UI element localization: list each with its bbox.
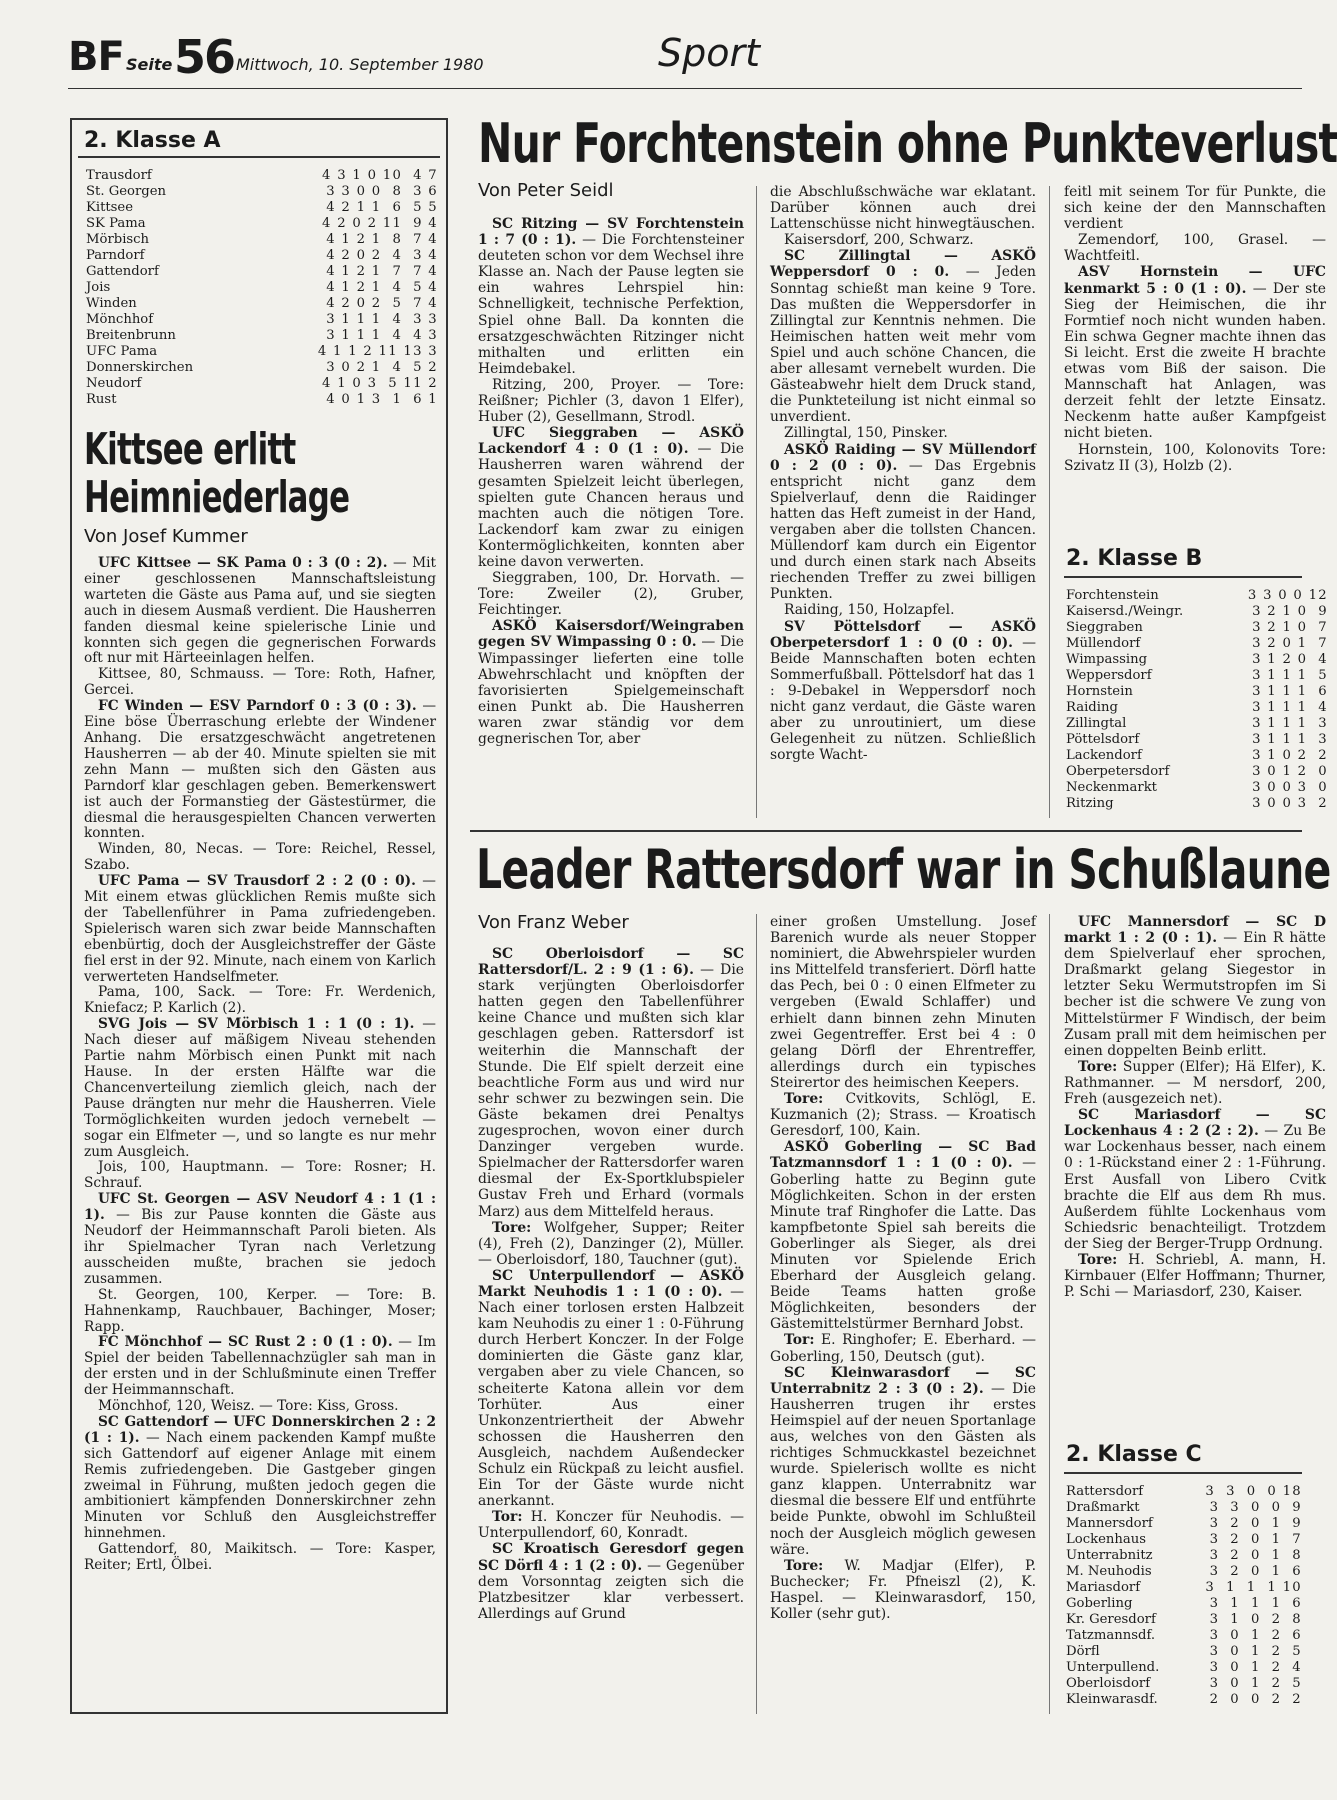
paragraph-text: feitl mit seinem Tor für Punkte, die sich keine der den Mannschaften verdient	[1064, 184, 1326, 233]
team-name: Gattendorf	[86, 264, 159, 279]
team-stats: 3 0 1 2 4	[1209, 1660, 1302, 1675]
paragraph-text: — Mit einem etwas glücklichen Remis mußte sich der Tabellenführer in Pama zufriedengeben. Spielerisch waren sich zwar beide Mannschaften ebenbürtig, doch der Ausgleichstreffer der Gäste fiel erst in der 92. Minute, nach einem von Karlich verwerteten Handselfmeter.	[84, 873, 436, 985]
kittsee-article-body	[84, 556, 436, 1574]
team-stats: 3 0 1 2 6	[1209, 1628, 1302, 1643]
table-b-clip	[1064, 546, 1328, 836]
paragraph-text: Hornstein, 100, Kolonovits Tore: Szivatz II (3), Holzb (2).	[1064, 441, 1326, 474]
team-stats: 3 1 1 1 5	[1252, 668, 1328, 683]
article-paragraph	[770, 1139, 1036, 1332]
table-row	[86, 376, 438, 392]
team-name: Lockenhaus	[1066, 1532, 1146, 1547]
masthead-logo: BF	[68, 34, 124, 80]
team-stats: 4 0 1 3 1 6 1	[326, 392, 438, 407]
paragraph-text: — Nach einer torlosen ersten Halbzeit kam Neuhodis zu einer 1 : 0-Führung durch Herbert Konczer. In der Folge dominierten die Gäste ganz klar, vergaben aber zu viele Chancen, so scheiterte Katona allein vor dem Torhüter. Aus einer Unkonzentriertheit der Abwehr schossen die Hausherren den Ausgleich, nachdem Außendecker Schulz ein Rückpaß zu leicht ausfiel. Ein Tor der Gäste wurde nicht anerkannt.	[478, 1283, 744, 1510]
article-paragraph	[84, 1415, 436, 1542]
table-row	[86, 264, 438, 280]
team-stats: 3 0 0 3 2	[1252, 796, 1328, 811]
table-row	[1066, 1628, 1302, 1644]
match-heading: SC Ritzing — SV Forchtenstein 1 : 7 (0 : 1).	[478, 216, 744, 249]
article-paragraph	[1064, 1107, 1326, 1252]
forchtenstein-byline: Von Peter Seidl	[478, 180, 614, 201]
team-name: Pöttelsdorf	[1066, 732, 1140, 747]
article-paragraph	[770, 1332, 1036, 1364]
table-b-rule	[1064, 576, 1302, 578]
forchtenstein-column-3	[1064, 184, 1326, 474]
paragraph-text: W. Madjar (Elfer), P. Buchecker; Fr. Pfneiszl (2), K. Haspel. — Kleinwarasdorf, 150, Koller (sehr gut).	[770, 1557, 1036, 1623]
team-name: Neckenmarkt	[1066, 780, 1157, 795]
table-a-standings	[86, 168, 438, 408]
table-row	[1066, 1564, 1302, 1580]
paragraph-text: Supper (Elfer); Hä Elfer), K. Rathmanner. — M nersdorf, 200, Freh (ausgezeich net).	[1064, 1058, 1326, 1108]
table-row	[1066, 588, 1328, 604]
forchtenstein-column-3-clip	[1064, 184, 1326, 604]
table-row	[1066, 636, 1328, 652]
paragraph-text: Sieggraben, 100, Dr. Horvath. — Tore: Zweiler (2), Gruber, Feichtinger.	[478, 570, 744, 619]
section-title: Sport	[658, 31, 761, 75]
team-stats: 4 3 1 0 10 4 7	[322, 168, 438, 183]
paragraph-text: Pama, 100, Sack. — Tore: Fr. Werdenich, Kniefacz; P. Karlich (2).	[84, 984, 436, 1017]
table-row	[1066, 1580, 1302, 1596]
table-row	[1066, 1500, 1302, 1516]
team-stats: 3 1 2 0 4	[1252, 652, 1328, 667]
table-c-title: 2. Klasse C	[1066, 1442, 1202, 1467]
article-paragraph	[478, 1220, 744, 1268]
table-row	[1066, 780, 1328, 796]
paragraph-text: — Ein R hätte dem Spielverlauf eher sprochen, Draßmarkt gelang Siegestor in letzter Seku Wermutstropfen im Si becher ist die schwere Ve zung von Mittelstürmer F Windisch, der beim Zusam prall mit dem heimischen per einen doppelten Beinb erlitt.	[1064, 930, 1326, 1059]
team-name: Oberloisdorf	[1066, 1676, 1151, 1691]
paragraph-text: Mönchhof, 120, Weisz. — Tore: Kiss, Gross.	[98, 1398, 399, 1415]
article-paragraph	[1064, 264, 1326, 441]
article-paragraph	[478, 216, 744, 377]
table-row	[1066, 716, 1328, 732]
team-stats: 4 2 0 2 5 7 4	[326, 296, 438, 311]
team-name: Winden	[86, 296, 137, 311]
masthead	[68, 28, 1302, 89]
match-heading: Tor:	[784, 1332, 815, 1349]
team-name: St. Georgen	[86, 184, 167, 199]
table-row	[1066, 732, 1328, 748]
article-paragraph	[478, 1509, 744, 1541]
match-heading: Tore:	[784, 1091, 824, 1108]
team-stats: 3 2 1 0 9	[1252, 604, 1328, 619]
rattersdorf-column-2	[770, 914, 1036, 1622]
paragraph-text: — Die Hausherren trugen ihr erstes Heimspiel auf der neuen Sportanlage aus, welches von den Gästen als richtiges Schmuckkastel bezeichnet wurde. Spielerisch wollte es nicht ganz klappen. Unterrabnitz war diesmal die bessere Elf und entführte beide Punkte, obwohl im Schlußteil noch der Ausgleich möglich gewesen wäre.	[770, 1380, 1036, 1558]
table-row	[86, 280, 438, 296]
team-stats: 3 1 1 1 4	[1252, 700, 1328, 715]
paragraph-text: einer großen Umstellung. Josef Barenich wurde als neuer Stopper nominiert, die Abwehrspieler wurden ins Mittelfeld transferiert. Dörfl hatte das Pech, bei 0 : 0 einen Elfmeter zu vergeben (Ewald Schlaffer) und erhielt dann binnen zehn Minuten zwei Gegentreffer. Erst bei 4 : 0 gelang Dörfl der Ehrentreffer, allerdings durch ein typisches Steirertor des heimischen Keepers.	[770, 914, 1036, 1091]
team-name: Parndorf	[86, 248, 145, 263]
team-name: Unterpullend.	[1066, 1660, 1160, 1675]
team-stats: 3 1 1 1 6	[1252, 684, 1328, 699]
table-a-rule	[78, 156, 440, 158]
article-paragraph	[84, 556, 436, 667]
table-row	[1066, 1548, 1302, 1564]
table-c-clip	[1064, 1442, 1302, 1722]
paragraph-text: Zemendorf, 100, Grasel. — Wachtfeitl.	[1064, 232, 1326, 265]
paragraph-text: Jois, 100, Hauptmann. — Tore: Rosner; H. Schrauf.	[84, 1159, 436, 1192]
match-heading: Tore:	[784, 1557, 824, 1574]
table-row	[1066, 620, 1328, 636]
match-heading: SC Kroatisch Geresdorf gegen SC Dörfl 4 : 1 (2 : 0).	[478, 1541, 744, 1574]
article-paragraph	[770, 914, 1036, 1091]
table-row	[1066, 748, 1328, 764]
match-heading: UFC St. Georgen — ASV Neudorf 4 : 1 (1 : 1).	[84, 1191, 436, 1224]
table-row	[1066, 604, 1328, 620]
team-stats: 3 0 1 2 5	[1209, 1644, 1302, 1659]
match-heading: SC Kleinwarasdorf — SC Unterrabnitz 2 : 3 (0 : 2).	[770, 1364, 1036, 1397]
match-heading: UFC Mannersdorf — SC D markt 1 : 2 (0 : 1).	[1064, 914, 1326, 947]
team-name: Unterrabnitz	[1066, 1548, 1153, 1563]
masthead-seite-label: Seite	[126, 55, 173, 74]
table-row	[86, 168, 438, 184]
team-name: Müllendorf	[1066, 636, 1141, 651]
paragraph-text: — Mit einer geschlossenen Mannschaftsleistung warteten die Gäste aus Pama auf, und sie siegten auch in diesem Ausmaß verdient. Die Hausherren fanden diesmal keine spielerische Linie und konnten sich gegen die gegnerischen Forwards oft nur mit Härteeinlagen helfen.	[84, 555, 436, 667]
match-heading: ASV Hornstein — UFC kenmarkt 5 : 0 (1 : 0).	[1064, 264, 1326, 297]
team-stats: 3 1 1 1 6	[1209, 1596, 1302, 1611]
forchtenstein-column-2	[770, 184, 1036, 763]
table-row	[1066, 1516, 1302, 1532]
paragraph-text: Ritzing, 200, Proyer. — Tore: Reißner; Pichler (3, davon 1 Elfer), Huber (2), Gesellmann, Strodl.	[478, 376, 744, 426]
team-stats: 3 2 0 1 6	[1209, 1564, 1302, 1579]
table-row	[1066, 684, 1328, 700]
team-name: Kr. Geresdorf	[1066, 1612, 1156, 1627]
team-name: Breitenbrunn	[86, 328, 176, 343]
team-name: Jois	[86, 280, 111, 295]
table-row	[86, 296, 438, 312]
table-c-standings	[1066, 1484, 1302, 1708]
team-stats: 4 1 1 2 11 13 3	[317, 344, 438, 359]
team-stats: 3 2 0 1 9	[1209, 1516, 1302, 1531]
paragraph-text: St. Georgen, 100, Kerper. — Tore: B. Hahnenkamp, Rauchbauer, Bachinger, Moser; Rapp.	[84, 1286, 436, 1335]
paragraph-text: — Die stark verjüngten Oberloisdorfer hatten gegen den Tabellenführer keine Chance und mußten sich klar geschlagen geben. Rattersdorf ist weiterhin die Mannschaft der Stunde. Die Elf spielt derzeit eine beachtliche Form aus und wird nur sehr schwer zu bezwingen sein. Die Gäste bekamen drei Penaltys zugesprochen, wovon einer durch Danzinger vergeben wurde. Spielmacher der Rattersdorfer waren diesmal der Ex-Sportklubspieler Gustav Freh und Erhard (vormals Marz) aus dem Mittelfeld heraus.	[478, 962, 744, 1220]
team-name: Lackendorf	[1066, 748, 1142, 763]
team-stats: 3 1 1 1 4 3 3	[326, 312, 438, 327]
team-stats: 4 1 0 3 5 11 2	[322, 376, 438, 391]
table-row	[86, 232, 438, 248]
paragraph-text: — Goberling hatte zu Beginn gute Möglichkeiten. Schon in der ersten Minute traf Ringhofer die Latte. Das kampfbetonte Spiel sah bereits die Goberlinger als Sieger, als drei Minuten vor Spielende Erich Eberhard der Ausgleich gelang. Beide Teams hatten große Möglichkeiten, besonders der Gästemittelstürmer Bernhard Jobst.	[770, 1155, 1036, 1333]
paragraph-text: — Bis zur Pause konnten die Gäste aus Neudorf der Heimmannschaft Paroli bieten. Als ihr Spielmacher Tyran nach Verletzung ausscheiden mußte, brachen sie jedoch zusammen.	[84, 1207, 436, 1287]
team-stats: 3 0 1 2 0	[1252, 764, 1328, 779]
match-heading: ASKÖ Goberling — SC Bad Tatzmannsdorf 1 : 1 (0 : 0).	[770, 1139, 1036, 1172]
forchtenstein-column-1	[478, 216, 744, 747]
article-paragraph	[770, 425, 1036, 441]
team-stats: 4 1 2 1 8 7 4	[326, 232, 438, 247]
paragraph-text: Gattendorf, 80, Maikitsch. — Tore: Kasper, Reiter; Ertl, Ölbei.	[84, 1541, 436, 1574]
match-heading: Tore:	[1078, 1058, 1118, 1075]
team-name: M. Neuhodis	[1066, 1564, 1152, 1579]
article-paragraph	[478, 377, 744, 425]
table-row	[1066, 700, 1328, 716]
article-paragraph	[84, 1160, 436, 1192]
table-a-title: 2. Klasse A	[84, 128, 221, 153]
article-paragraph	[1064, 442, 1326, 474]
article-paragraph	[84, 699, 436, 842]
team-stats: 3 1 0 2 2	[1252, 748, 1328, 763]
article-paragraph	[84, 1192, 436, 1287]
table-row	[1066, 1660, 1302, 1676]
team-stats: 3 3 0 0 18	[1205, 1484, 1302, 1499]
team-stats: 3 2 0 1 8	[1209, 1548, 1302, 1563]
match-heading: FC Winden — ESV Parndorf 0 : 3 (0 : 3).	[98, 698, 417, 715]
article-paragraph	[478, 618, 744, 747]
table-row	[1066, 1644, 1302, 1660]
paragraph-text: Winden, 80, Necas. — Tore: Reichel, Ressel, Szabo.	[84, 841, 436, 874]
paragraph-text: E. Ringhofer; E. Eberhard. — Goberling, 150, Deutsch (gut).	[770, 1332, 1036, 1365]
team-name: Mönchhof	[86, 312, 154, 327]
table-b-standings	[1066, 588, 1328, 812]
paragraph-text: Cvitkovits, Schlögl, E. Kuzmanich (2); Strass. — Kroatisch Geresdorf, 100, Kain.	[770, 1091, 1036, 1140]
rattersdorf-headline: Leader Rattersdorf war in Schußlaune	[476, 838, 1331, 901]
team-name: Mannersdorf	[1066, 1516, 1153, 1531]
team-stats: 4 1 2 1 4 5 4	[326, 280, 438, 295]
rattersdorf-byline: Von Franz Weber	[478, 912, 629, 933]
match-heading: SC Gattendorf — UFC Donnerskirchen 2 : 2 (1 : 1).	[84, 1413, 436, 1446]
team-stats: 3 1 1 1 10	[1205, 1580, 1302, 1595]
article-paragraph	[770, 1365, 1036, 1558]
team-stats: 3 2 1 0 7	[1252, 620, 1328, 635]
team-name: Raiding	[1066, 700, 1118, 715]
table-row	[86, 344, 438, 360]
table-row	[1066, 1596, 1302, 1612]
article-paragraph	[84, 1017, 436, 1160]
article-paragraph	[1064, 1059, 1326, 1107]
table-row	[1066, 764, 1328, 780]
team-name: Oberpetersdorf	[1066, 764, 1170, 779]
kittsee-headline-line1: Kittsee erlitt	[84, 424, 296, 475]
team-stats: 3 2 0 1 7	[1209, 1532, 1302, 1547]
match-heading: FC Mönchhof — SC Rust 2 : 0 (1 : 0).	[98, 1334, 393, 1351]
article-paragraph	[770, 1091, 1036, 1139]
match-heading: UFC Sieggraben — ASKÖ Lackendorf 4 : 0 (1 : 0).	[478, 425, 744, 458]
team-name: Rust	[86, 392, 117, 407]
article-paragraph	[84, 667, 436, 699]
article-paragraph	[478, 570, 744, 618]
match-heading: UFC Kittsee — SK Pama 0 : 3 (0 : 2).	[98, 555, 388, 571]
team-name: UFC Pama	[86, 344, 158, 359]
article-paragraph	[770, 602, 1036, 618]
article-paragraph	[84, 874, 436, 985]
match-heading: ASKÖ Kaisersdorf/Weingraben gegen SV Wimpassing 0 : 0.	[478, 618, 744, 651]
team-stats: 3 0 2 1 4 5 2	[326, 360, 438, 375]
table-row	[86, 248, 438, 264]
paragraph-text: Zillingtal, 150, Pinsker.	[784, 425, 948, 442]
team-name: Rattersdorf	[1066, 1484, 1144, 1499]
rattersdorf-column-3-clip	[1064, 914, 1327, 1444]
team-name: Kittsee	[86, 200, 134, 215]
paragraph-text: — Eine böse Überraschung erlebte der Windener Anhang. Die ersatzgeschwächt angetretenen Hausherren — ab der 40. Minute spielten sie mit zehn Mann — mußten sich den Gästen aus Parndorf klar geschlagen geben. Bemerkenswert ist auch der Formanstieg der Gästestürmer, die diesmal die herausgespielten Chancen verwerten konnten.	[84, 698, 437, 842]
article-paragraph	[478, 1268, 744, 1509]
article-paragraph	[770, 184, 1036, 232]
table-row	[1066, 1676, 1302, 1692]
article-paragraph	[84, 985, 436, 1017]
match-heading: UFC Pama — SV Trausdorf 2 : 2 (0 : 0).	[98, 873, 416, 890]
team-stats: 4 2 1 1 6 5 5	[326, 200, 438, 215]
article-paragraph	[770, 248, 1036, 425]
team-name: Tatzmannsdf.	[1066, 1628, 1156, 1643]
team-name: Zillingtal	[1066, 716, 1127, 731]
rattersdorf-column-3	[1064, 914, 1326, 1300]
table-row	[1066, 796, 1328, 812]
team-name: Wimpassing	[1066, 652, 1148, 667]
table-row	[1066, 668, 1328, 684]
paragraph-text: — Zu Be war Lockenhaus besser, nach einem 0 : 1-Rückstand einer 2 : 1-Führung. Erst Ausfall von Libero Cvitk brachte die Elf aus dem Rh mus. Außerdem fühlte Lockenhaus vom Schiedsric benachteiligt. Trotzdem der Sieg der Berger-Trupp Ordnung.	[1064, 1123, 1327, 1252]
match-heading: SC Mariasdorf — SC Lockenhaus 4 : 2 (2 : 2).	[1064, 1107, 1326, 1140]
team-name: Trausdorf	[86, 168, 152, 183]
table-row	[86, 184, 438, 200]
paragraph-text: Kaisersdorf, 200, Schwarz.	[784, 232, 974, 249]
paragraph-text: H. Schriebl, A. mann, H. Kirnbauer (Elfer Hoffmann; Thurner, P. Schi — Mariasdorf, 230, Kaiser.	[1064, 1251, 1326, 1301]
team-name: Donnerskirchen	[86, 360, 194, 375]
paragraph-text: — Der ste Sieg der Heimischen, die ihr Formtief noch nicht wunden haben. Ein schwa Gegner machte ihnen das Si leicht. Erst die zweite H brachte etwas vom Biß der saison. Die Mannschaft hat Anlagen, was derzeit fehlt der letzte Einsatz. Neckenm hatte außer Kampfgeist nicht bieten.	[1064, 280, 1326, 442]
article-paragraph	[770, 232, 1036, 248]
table-row	[1066, 1532, 1302, 1548]
article-paragraph	[1064, 184, 1326, 232]
team-stats: 3 2 0 1 7	[1252, 636, 1328, 651]
table-row	[86, 216, 438, 232]
issue-date: Mittwoch, 10. September 1980	[236, 55, 484, 74]
match-heading: Tore:	[492, 1219, 532, 1236]
paragraph-text: — Nach dieser auf mäßigem Niveau stehenden Partie nahm Mörbisch einen Punkt mit nach Hause. In der ersten Hälfte war die Chancenverteilung ziemlich gleich, nach der Pause drängten nur mehr die Hausherren. Viele Tormöglichkeiten wurden jedoch vernebelt — sogar ein Elfmeter —, und so langte es nur mehr zum Ausgleich.	[84, 1016, 436, 1160]
team-stats: 2 0 0 2 2	[1209, 1692, 1302, 1707]
team-name: Forchtenstein	[1066, 588, 1159, 603]
table-row	[86, 328, 438, 344]
paragraph-text: — Im Spiel der beiden Tabellennachzügler sah man in der ersten und in der Schlußminute einen Treffer der Heimmannschaft.	[84, 1334, 436, 1399]
article-paragraph	[84, 1542, 436, 1574]
table-row	[86, 312, 438, 328]
team-stats: 4 1 2 1 7 7 4	[326, 264, 438, 279]
team-stats: 3 0 1 2 5	[1209, 1676, 1302, 1691]
table-c-rule	[1064, 1472, 1302, 1474]
match-heading: ASKÖ Raiding — SV Müllendorf 0 : 2 (0 : 0).	[770, 441, 1036, 474]
article-paragraph	[770, 619, 1036, 764]
column-divider	[756, 186, 757, 818]
team-name: SK Pama	[86, 216, 146, 231]
article-paragraph	[770, 442, 1036, 603]
team-name: Neudorf	[86, 376, 142, 391]
table-row	[1066, 1484, 1302, 1500]
team-stats: 3 1 1 1 4 4 3	[326, 328, 438, 343]
article-paragraph	[84, 842, 436, 874]
rattersdorf-column-1	[478, 946, 744, 1622]
article-paragraph	[84, 1288, 436, 1336]
paragraph-text: — Die Forchtensteiner deuteten schon vor dem Wechsel ihre Klasse an. Nach der Pause legten sie ein wahres Lehrspiel hin: Schnelligkeit, technische Perfektion, Spiel ohne Ball. Da konnten die ersatzgeschwächten Ritzinger nicht mithalten und erlitten ein Heimdebakel.	[478, 232, 744, 377]
article-paragraph	[478, 425, 744, 570]
kittsee-headline-line2: Heimniederlage	[84, 472, 350, 523]
section-rule	[470, 830, 1302, 832]
paragraph-text: — Nach einem packenden Kampf mußte sich Gattendorf auf eigener Anlage mit einem Remis zufriedengeben. Die Gastgeber gingen zweimal in Führung, mußten jedoch gegen die ambitioniert kämpfenden Donnerskirchner zehn Minuten vor Schluß den Ausgleichstreffer hinnehmen.	[84, 1429, 436, 1542]
match-heading: Tore:	[1078, 1251, 1118, 1268]
match-heading: Tor:	[492, 1509, 523, 1526]
match-heading: SVG Jois — SV Mörbisch 1 : 1 (0 : 1).	[98, 1016, 415, 1033]
paragraph-text: H. Konczer für Neuhodis. — Unterpullendorf, 60, Konradt.	[478, 1509, 744, 1542]
article-paragraph	[84, 1335, 436, 1399]
table-row	[1066, 1612, 1302, 1628]
table-row	[1066, 652, 1328, 668]
paragraph-text: Kittsee, 80, Schmauss. — Tore: Roth, Hafner, Gercei.	[84, 666, 436, 699]
table-row	[1066, 1692, 1302, 1708]
team-stats: 3 1 1 1 3	[1252, 716, 1328, 731]
paragraph-text: — Jeden Sonntag schießt man keine 9 Tore. Das mußten die Weppersdorfer in Zillingtal zur Kenntnis nehmen. Die Heimischen hatten weit mehr vom Spiel und auch schöne Chancen, die aber allesamt vernebelt wurden. Die Gästeabwehr hielt dem Druck stand, die Punkteteilung ist nicht einmal so unverdient.	[770, 264, 1036, 426]
column-divider	[1049, 186, 1050, 818]
team-name: Hornstein	[1066, 684, 1133, 699]
team-name: Mörbisch	[86, 232, 150, 247]
paragraph-text: — Die Wimpassinger lieferten eine tolle Abwehrschlacht und knöpften der favorisierten Spielgemeinschaft einen Punkt ab. Die Hausherren waren zwar ständig vor dem gegnerischen Tor, aber	[478, 634, 744, 747]
column-divider	[1049, 914, 1050, 1714]
article-paragraph	[84, 1399, 436, 1415]
team-name: Weppersdorf	[1066, 668, 1152, 683]
match-heading: SC Unterpullendorf — ASKÖ Markt Neuhodis 1 : 1 (0 : 0).	[478, 1267, 744, 1300]
team-stats: 3 3 0 0 12	[1247, 588, 1328, 603]
article-paragraph	[1064, 914, 1326, 1059]
team-name: Goberling	[1066, 1596, 1133, 1611]
article-paragraph	[478, 946, 744, 1220]
paragraph-text: — Beide Mannschaften boten echten Sommerfußball. Pöttelsdorf hat das 1 : 9-Debakel in Weppersdorf noch nicht ganz verdaut, die Gäste waren aber zu unroutiniert, um diese Gelegenheit zu nützen. Schließlich sorgte Wacht-	[770, 634, 1036, 764]
team-stats: 3 1 0 2 8	[1209, 1612, 1302, 1627]
team-stats: 4 2 0 2 11 9 4	[322, 216, 438, 231]
team-stats: 4 2 0 2 4 3 4	[326, 248, 438, 263]
team-name: Dörfl	[1066, 1644, 1100, 1659]
team-name: Kleinwarasdf.	[1066, 1692, 1158, 1707]
team-name: Mariasdorf	[1066, 1580, 1141, 1595]
paragraph-text: — Das Ergebnis entspricht nicht ganz dem Spielverlauf, denn die Raidinger hatten das Heft zumeist in der Hand, vergaben aber die tollsten Chancen. Müllendorf kam durch ein Eigentor und durch einen stark nach Abseits riechenden Treffer zu zwei billigen Punkten.	[770, 457, 1036, 603]
kittsee-byline: Von Josef Kummer	[84, 526, 248, 547]
match-heading: SC Zillingtal — ASKÖ Weppersdorf 0 : 0.	[770, 248, 1036, 281]
table-row	[86, 200, 438, 216]
team-name: Draßmarkt	[1066, 1500, 1140, 1515]
article-paragraph	[770, 1558, 1036, 1622]
team-stats: 3 3 0 0 8 3 6	[326, 184, 438, 199]
article-paragraph	[478, 1541, 744, 1621]
article-paragraph	[1064, 1252, 1326, 1300]
match-heading: SC Oberloisdorf — SC Rattersdorf/L. 2 : 9 (1 : 6).	[478, 946, 744, 979]
paragraph-text: — Die Hausherren waren während der gesamten Spielzeit leicht überlegen, spielten gute Chancen heraus und machten auch die nötigen Tore. Lackendorf kam zwar zu einigen Kontermöglichkeiten, konnten aber keine davon verwerten.	[478, 441, 744, 570]
team-name: Sieggraben	[1066, 620, 1143, 635]
paragraph-text: Raiding, 150, Holzapfel.	[784, 602, 955, 619]
paragraph-text: Wolfgeher, Supper; Reiter (4), Freh (2), Danzinger (2), Müller. — Oberloisdorf, 180, Tauchner (gut).	[478, 1219, 744, 1268]
page-number: 56	[174, 30, 235, 84]
team-name: Kaisersd./Weingr.	[1066, 604, 1184, 619]
column-divider	[756, 914, 757, 1714]
article-paragraph	[1064, 232, 1326, 264]
team-stats: 3 1 1 1 3	[1252, 732, 1328, 747]
paragraph-text: — Gegenüber dem Vorsonntag zeigten sich die Platzbesitzer klar verbessert. Allerdings auf Grund	[478, 1557, 744, 1622]
table-b-title: 2. Klasse B	[1066, 546, 1203, 571]
team-name: Ritzing	[1066, 796, 1114, 811]
forchtenstein-headline: Nur Forchtenstein ohne Punkteverlust	[478, 112, 1337, 175]
team-stats: 3 0 0 3 0	[1252, 780, 1328, 795]
match-heading: SV Pöttelsdorf — ASKÖ Oberpetersdorf 1 : 0 (0 : 0).	[770, 618, 1036, 651]
paragraph-text: die Abschlußschwäche war eklatant. Darüber können auch drei Lattenschüsse nicht hinwegtäuschen.	[770, 184, 1036, 233]
team-stats: 3 3 0 0 9	[1209, 1500, 1302, 1515]
table-row	[86, 392, 438, 408]
table-row	[86, 360, 438, 376]
